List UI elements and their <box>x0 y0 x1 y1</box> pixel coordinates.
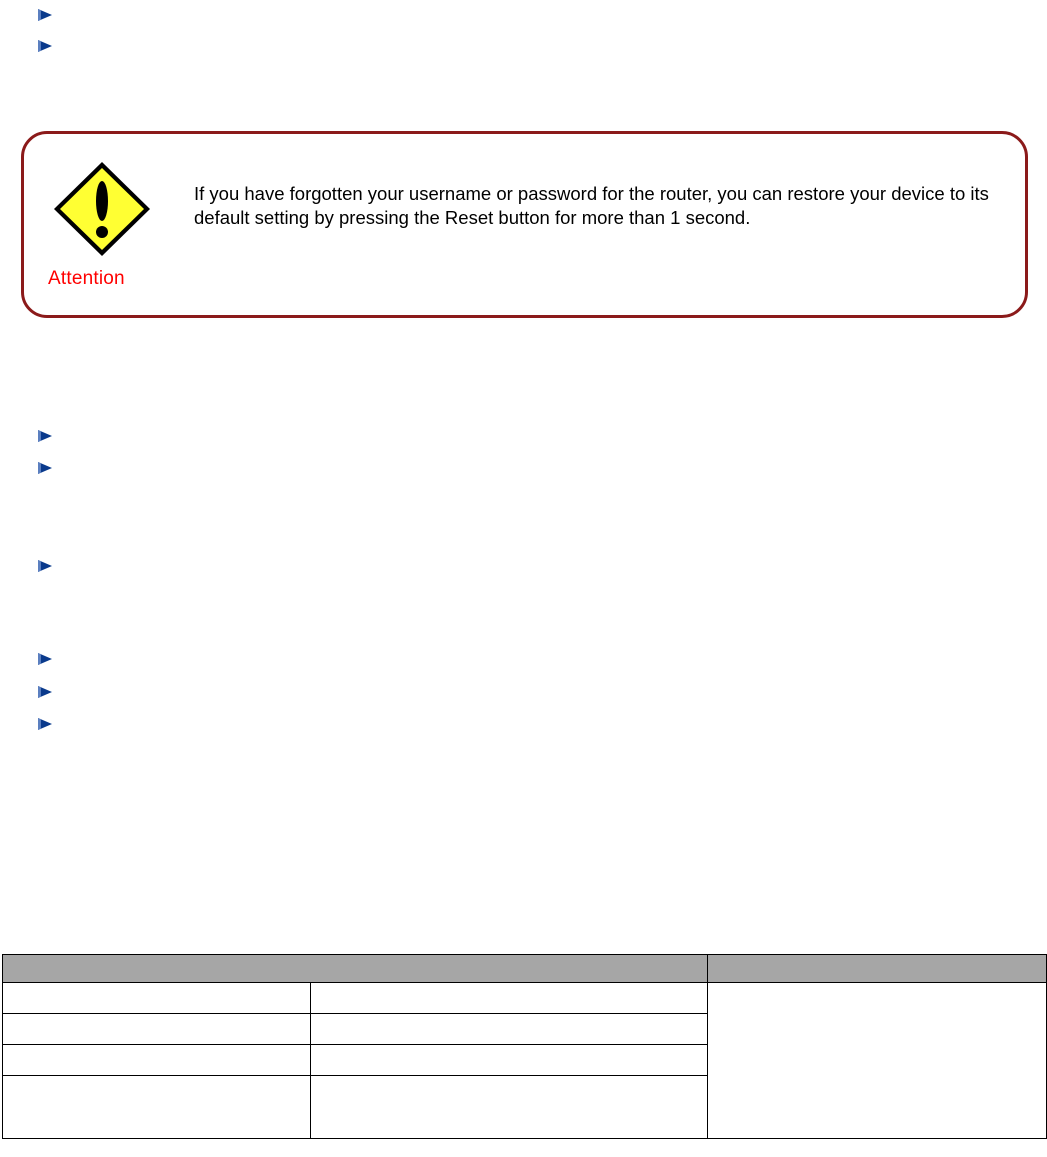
table-side-cell <box>708 983 1047 1139</box>
bullet-icon <box>36 716 54 732</box>
table-header-row <box>3 955 1047 983</box>
bullet-icon <box>36 7 54 23</box>
table-cell <box>311 1014 708 1045</box>
table-cell <box>311 983 708 1014</box>
attention-text: If you have forgotten your username or password for the router, you can restore your device to its default setting by pressing the Reset button for more than 1 second. <box>194 183 989 228</box>
attention-label: Attention <box>48 268 125 289</box>
attention-callout <box>21 131 1028 318</box>
table-header-cell <box>708 955 1047 983</box>
table-cell <box>3 1076 311 1139</box>
table-cell <box>3 1014 311 1045</box>
spec-table <box>2 954 1047 1139</box>
table-cell <box>311 1045 708 1076</box>
bullet-icon <box>36 684 54 700</box>
bullet-icon <box>36 558 54 574</box>
table-cell <box>3 1045 311 1076</box>
bullet-icon <box>36 460 54 476</box>
table-row <box>3 983 1047 1014</box>
warning-diamond-icon <box>50 159 154 259</box>
bullet-icon <box>36 38 54 54</box>
table-cell <box>3 983 311 1014</box>
table-header-cell <box>3 955 708 983</box>
bullet-icon <box>36 428 54 444</box>
table-cell <box>311 1076 708 1139</box>
bullet-icon <box>36 651 54 667</box>
